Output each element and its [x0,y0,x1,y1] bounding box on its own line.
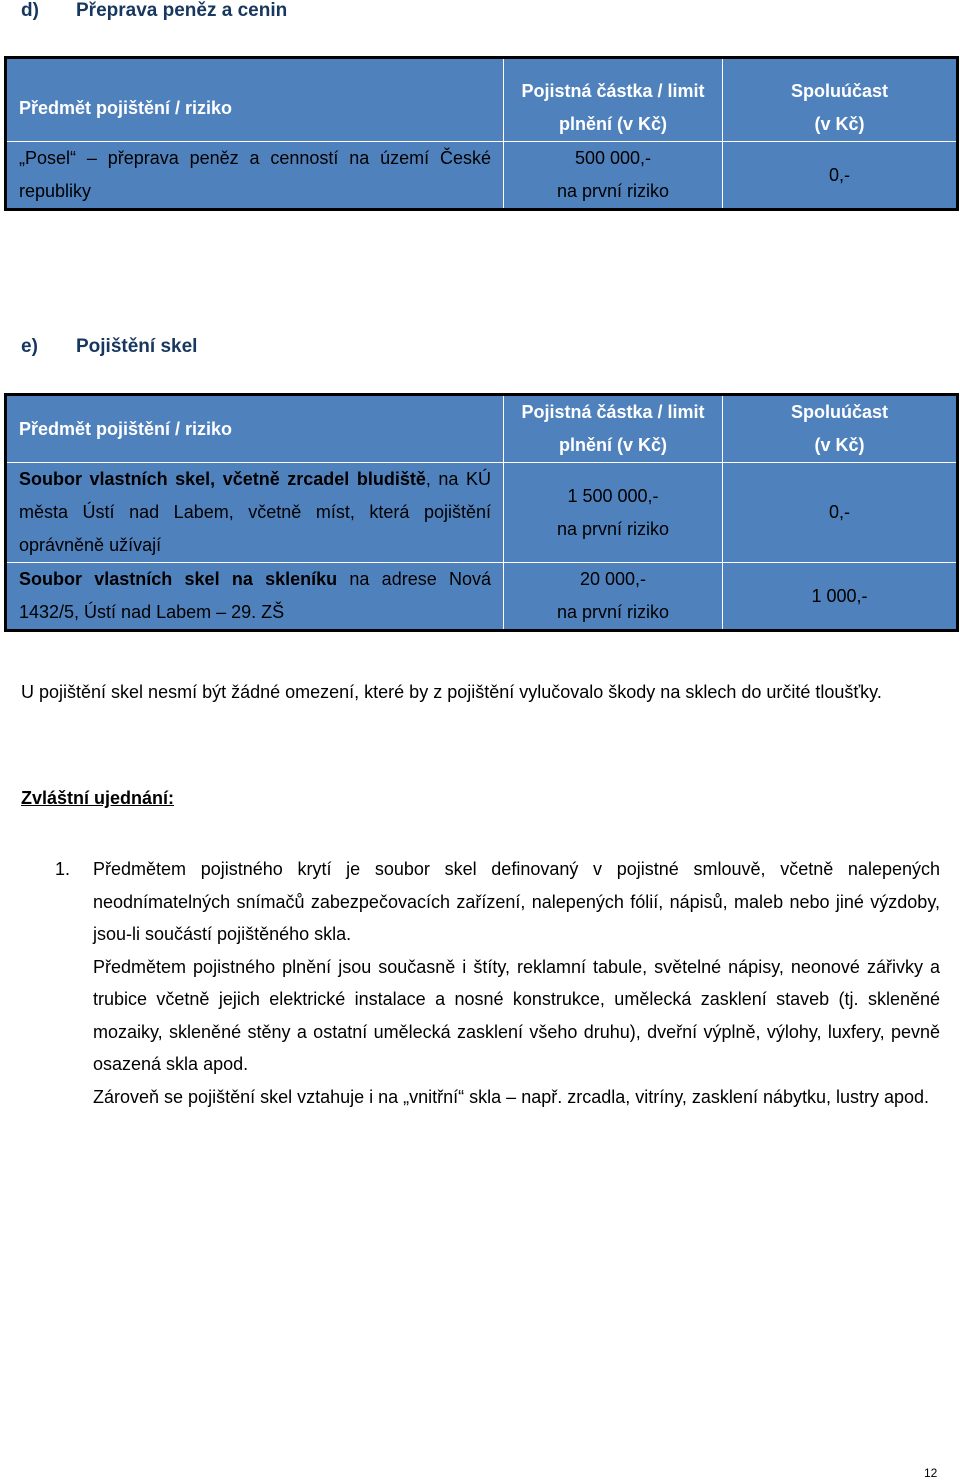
row-limit: 20 000,- na první riziko [504,563,723,631]
table-header-row [6,58,958,142]
money-transport-table [4,56,959,211]
list-item-paragraph: Zároveň se pojištění skel vztahuje i na „vnitřní“ skla – např. zrcadla, vitríny, zasklení nábytku, lustry apod. [93,1086,930,1107]
list-item-paragraph: Předmětem pojistného plnění jsou současně i štíty, reklamní tabule, světelné nápisy, neonové zářivky a trubice včetně jejich elektrické instalace a nosné konstrukce, umělecká zasklení staveb (tj. skleněné mozaiky, skleněné stěny a ostatní umělecká zasklení všeho druhu), dveřní výplně, výlohy, luxfery, pevně osazená skla apod. [93,956,940,1074]
section-heading-d [21,0,287,22]
row-deductible: 0,- [723,142,958,210]
special-terms-title: Zvláštní ujednání: [21,788,175,808]
row-subject: Soubor vlastních skel na skleníku na adrese Nová 1432/5, Ústí nad Labem – 29. ZŠ [6,563,504,631]
list-item-paragraph: Předmětem pojistného krytí je soubor skel definovaný v pojistné smlouvě, včetně nalepených neodnímatelných snímačů zabezpečovacích zařízení, nalepených fólií, nápisů, maleb nebo jiné výzdoby, jsou-li součástí pojištěného skla. [93,859,940,944]
section-heading-e [21,336,197,358]
section-letter: e) [21,336,38,357]
row-limit: 1 500 000,- na první riziko [504,463,723,563]
glass-insurance-table [4,393,959,632]
row-limit: 500 000,- na první riziko [504,142,723,210]
section-title: Přeprava peněz a cenin [76,0,288,21]
table-row [6,563,958,631]
row-subject: Soubor vlastních skel, včetně zrcadel bludiště, na KÚ města Ústí nad Labem, včetně míst, která pojištění oprávněně užívají [6,463,504,563]
row-subject: „Posel“ – přeprava peněz a cenností na území České republiky [6,142,504,210]
list-item [93,853,940,1113]
header-limit: Pojistná částka / limit plnění (v Kč) [504,395,723,463]
table-row [6,142,958,210]
header-deductible: Spoluúčast (v Kč) [723,395,958,463]
row-deductible: 0,- [723,463,958,563]
special-terms-list [21,853,940,1113]
table-row [6,463,958,563]
header-subject: Předmět pojištění / riziko [6,395,504,463]
header-deductible: Spoluúčast (v Kč) [723,58,958,142]
header-limit: Pojistná částka / limit plnění (v Kč) [504,58,723,142]
row-deductible: 1 000,- [723,563,958,631]
table-header-row [6,395,958,463]
page-number: 12 [924,1466,938,1480]
section-letter: d) [21,0,39,21]
glass-thickness-note: U pojištění skel nesmí být žádné omezení, které by z pojištění vylučovalo škody na sklech do určité tloušťky. [21,682,882,702]
section-title: Pojištění skel [76,336,198,357]
header-subject: Předmět pojištění / riziko [6,58,504,142]
list-item-number: 1. [55,859,71,879]
